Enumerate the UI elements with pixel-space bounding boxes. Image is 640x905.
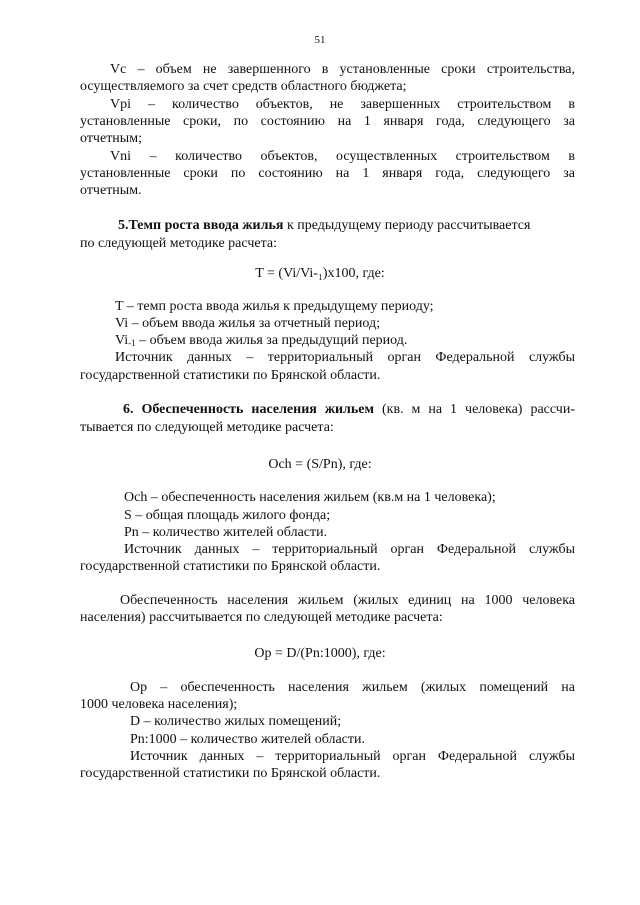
text-line: отчетным; — [80, 131, 142, 146]
definition-line: D – количество жилых помещений; — [130, 714, 342, 729]
definition-line: Vi – объем ввода жилья за отчетный период; — [115, 316, 381, 331]
section-6-title: 6. Обеспеченность населения жильем — [123, 402, 375, 417]
definition-line: 1000 человека населения); — [80, 697, 238, 712]
text-line: Vpi – количество объектов, не завершенных строительством в — [110, 97, 575, 112]
text-line: осуществляемого за счет средств областного бюджета; — [80, 79, 407, 94]
formula-housing-per-1000: Op = D/(Pn:1000), где: — [254, 646, 386, 661]
source-line: Источник данных – территориальный орган Федеральной службы — [130, 749, 575, 764]
source-line: государственной статистики по Брянской области. — [80, 559, 381, 574]
heading-rest: (кв. м на 1 человека) рассчи- — [374, 402, 575, 417]
text-line: Vc – объем не завершенного в установленные сроки строительства, — [110, 62, 575, 77]
source-line: Источник данных – территориальный орган Федеральной службы — [115, 350, 575, 365]
source-line: Источник данных – территориальный орган Федеральной службы — [124, 542, 575, 557]
text-line: отчетным. — [80, 183, 142, 198]
text-line: тывается по следующей методике расчета: — [80, 420, 334, 435]
formula-growth-rate: T = (Vi/Vi-₁)x100, где: — [255, 266, 385, 281]
source-line: государственной статистики по Брянской области. — [80, 766, 381, 781]
text-line: установленные сроки, по состоянию на 1 января года, следующего за — [80, 114, 575, 129]
formula-housing-per-person: Och = (S/Pn), где: — [268, 457, 372, 472]
definition-text: – объем ввода жилья за предыдущий период. — [135, 333, 408, 348]
text-line: установленные сроки по состоянию на 1 января года, следующего за — [80, 166, 575, 181]
section-6-heading — [123, 401, 575, 418]
symbol: Vi — [115, 333, 129, 348]
subscript: -1 — [128, 338, 136, 348]
definition-line: Op – обеспеченность населения жильем (жилых помещений на — [130, 680, 575, 695]
text-line: Обеспеченность населения жильем (жилых единиц на 1000 человека — [120, 593, 575, 608]
section-5-title: 5.Темп роста ввода жилья — [118, 218, 284, 233]
source-line: государственной статистики по Брянской области. — [80, 368, 381, 383]
section-5-heading — [118, 217, 530, 234]
heading-rest: к предыдущему периоду рассчитывается — [283, 218, 531, 233]
text-line: Vni – количество объектов, осуществленных строительством в — [110, 149, 575, 164]
definition-line: Pn – количество жителей области. — [124, 525, 328, 540]
page-number: 51 — [314, 34, 326, 46]
text-line: населения) рассчитывается по следующей методике расчета: — [80, 610, 443, 625]
definition-line — [115, 332, 407, 349]
definition-line: T – темп роста ввода жилья к предыдущему периоду; — [115, 299, 434, 314]
text-line: по следующей методике расчета: — [80, 236, 277, 251]
definition-line: Pn:1000 – количество жителей области. — [130, 732, 365, 747]
definition-line: S – общая площадь жилого фонда; — [124, 508, 331, 523]
definition-line: Och – обеспеченность населения жильем (кв.м на 1 человека); — [124, 490, 496, 505]
